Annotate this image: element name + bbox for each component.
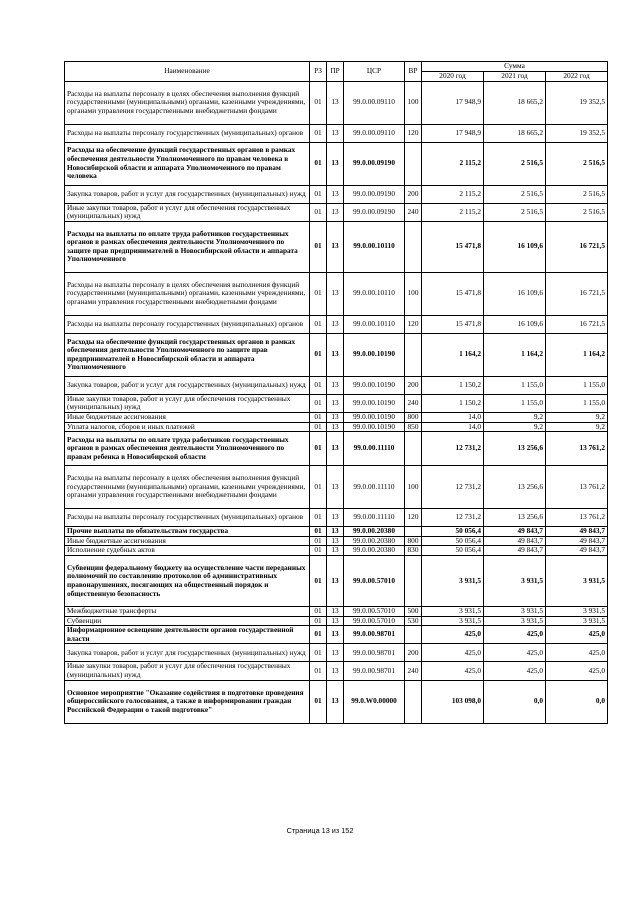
row-value-2020: 3 931,5 — [422, 616, 484, 626]
row-vr: 800 — [405, 536, 422, 546]
row-vr — [405, 333, 422, 376]
row-csr: 99.0.00.10110 — [344, 315, 405, 333]
row-value-2021: 2 516,5 — [484, 203, 546, 221]
row-vr: 100 — [405, 272, 422, 315]
table-row — [65, 221, 608, 272]
row-pr: 13 — [327, 662, 344, 680]
row-vr — [405, 555, 422, 606]
row-rz: 01 — [310, 680, 327, 723]
row-pr: 13 — [327, 509, 344, 527]
table-row — [65, 81, 608, 124]
header-sum: Сумма — [422, 62, 608, 72]
row-value-2020: 17 948,9 — [422, 81, 484, 124]
row-vr: 830 — [405, 546, 422, 556]
row-rz: 01 — [310, 616, 327, 626]
header-year-2020: 2020 год — [422, 71, 484, 81]
row-vr: 500 — [405, 606, 422, 616]
row-value-2022: 3 931,5 — [546, 616, 608, 626]
row-value-2020: 3 931,5 — [422, 606, 484, 616]
row-csr: 99.0.00.09190 — [344, 142, 405, 185]
table-row — [65, 315, 608, 333]
row-vr: 240 — [405, 203, 422, 221]
table-row — [65, 432, 608, 466]
row-value-2020: 14,0 — [422, 412, 484, 422]
row-name: Расходы на выплаты персоналу в целях обеспечения выполнения функций государственными (муниципальными) органами, казенными учреждениями, органами управления государственными внебюджетными фондами — [65, 272, 310, 315]
row-name: Расходы на выплаты по оплате труда работников государственных органов в рамках обеспечения деятельности Уполномоченного по правам ребенка в Новосибирской области — [65, 432, 310, 466]
row-rz: 01 — [310, 626, 327, 644]
table-header — [65, 62, 608, 82]
row-value-2021: 16 109,6 — [484, 272, 546, 315]
row-value-2021: 9,2 — [484, 412, 546, 422]
row-rz: 01 — [310, 546, 327, 556]
row-vr — [405, 527, 422, 537]
row-csr: 99.0.00.11110 — [344, 432, 405, 466]
table-row — [65, 466, 608, 509]
row-name: Субвенции федеральному бюджету на осуществление части переданных полномочий по составлению протоколов об административных правонарушениях, посягающих на общественный порядок и общественную безопасность — [65, 555, 310, 606]
row-csr: 99.0.00.09110 — [344, 81, 405, 124]
row-value-2021: 18 665,2 — [484, 81, 546, 124]
row-vr: 100 — [405, 81, 422, 124]
row-pr: 13 — [327, 546, 344, 556]
row-pr: 13 — [327, 221, 344, 272]
table-row — [65, 546, 608, 556]
row-vr: 120 — [405, 124, 422, 142]
table-row — [65, 422, 608, 432]
row-value-2022: 3 931,5 — [546, 606, 608, 616]
row-rz: 01 — [310, 376, 327, 394]
row-pr: 13 — [327, 203, 344, 221]
row-rz: 01 — [310, 606, 327, 616]
row-value-2021: 18 665,2 — [484, 124, 546, 142]
row-vr — [405, 680, 422, 723]
row-rz: 01 — [310, 466, 327, 509]
row-value-2022: 1 164,2 — [546, 333, 608, 376]
row-value-2022: 16 721,5 — [546, 272, 608, 315]
row-value-2022: 19 352,5 — [546, 81, 608, 124]
row-vr: 850 — [405, 422, 422, 432]
row-name: Иные закупки товаров, работ и услуг для обеспечения государственных (муниципальных) нужд — [65, 394, 310, 412]
row-value-2022: 425,0 — [546, 662, 608, 680]
row-value-2022: 16 721,5 — [546, 221, 608, 272]
row-pr: 13 — [327, 527, 344, 537]
row-value-2020: 15 471,8 — [422, 221, 484, 272]
row-vr: 530 — [405, 616, 422, 626]
table-row — [65, 376, 608, 394]
row-value-2021: 16 109,6 — [484, 315, 546, 333]
row-name: Иные закупки товаров, работ и услуг для обеспечения государственных (муниципальных) нужд — [65, 662, 310, 680]
row-vr: 200 — [405, 185, 422, 203]
row-csr: 99.0.00.57010 — [344, 606, 405, 616]
row-value-2021: 425,0 — [484, 626, 546, 644]
row-value-2022: 2 516,5 — [546, 185, 608, 203]
row-pr: 13 — [327, 644, 344, 662]
row-csr: 99.0.00.09190 — [344, 185, 405, 203]
row-value-2021: 3 931,5 — [484, 616, 546, 626]
row-value-2020: 1 164,2 — [422, 333, 484, 376]
row-pr: 13 — [327, 185, 344, 203]
row-value-2020: 12 731,2 — [422, 432, 484, 466]
row-name: Субвенции — [65, 616, 310, 626]
row-value-2020: 2 115,2 — [422, 185, 484, 203]
row-name: Расходы на выплаты персоналу государственных (муниципальных) органов — [65, 124, 310, 142]
row-rz: 01 — [310, 662, 327, 680]
row-value-2022: 16 721,5 — [546, 315, 608, 333]
row-rz: 01 — [310, 221, 327, 272]
row-name: Расходы на выплаты по оплате труда работников государственных органов в рамках обеспечения деятельности Уполномоченного по защите прав предпринимателей в Новосибирской области и аппарата Уполномоченного — [65, 221, 310, 272]
row-pr: 13 — [327, 124, 344, 142]
row-value-2021: 49 843,7 — [484, 536, 546, 546]
row-vr: 120 — [405, 509, 422, 527]
row-pr: 13 — [327, 394, 344, 412]
row-value-2021: 16 109,6 — [484, 221, 546, 272]
row-name: Уплата налогов, сборов и иных платежей — [65, 422, 310, 432]
row-rz: 01 — [310, 124, 327, 142]
row-rz: 01 — [310, 412, 327, 422]
row-value-2021: 1 155,0 — [484, 394, 546, 412]
table-row — [65, 527, 608, 537]
row-pr: 13 — [327, 81, 344, 124]
row-value-2021: 425,0 — [484, 644, 546, 662]
row-value-2020: 1 150,2 — [422, 376, 484, 394]
table-row — [65, 124, 608, 142]
row-csr: 99.0.W0.00000 — [344, 680, 405, 723]
row-value-2021: 13 256,6 — [484, 466, 546, 509]
row-value-2021: 2 516,5 — [484, 142, 546, 185]
row-name: Расходы на выплаты персоналу в целях обеспечения выполнения функций государственными (муниципальными) органами, казенными учреждениями, органами управления государственными внебюджетными фондами — [65, 466, 310, 509]
header-year-2021: 2021 год — [484, 71, 546, 81]
row-name: Иные бюджетные ассигнования — [65, 536, 310, 546]
row-rz: 01 — [310, 272, 327, 315]
row-value-2020: 12 731,2 — [422, 509, 484, 527]
row-value-2020: 3 931,5 — [422, 555, 484, 606]
row-name: Информационное освещение деятельности органов государственной власти — [65, 626, 310, 644]
row-vr — [405, 626, 422, 644]
row-rz: 01 — [310, 185, 327, 203]
header-year-2022: 2022 год — [546, 71, 608, 81]
row-value-2022: 425,0 — [546, 626, 608, 644]
row-rz: 01 — [310, 422, 327, 432]
table-row — [65, 142, 608, 185]
row-name: Иные бюджетные ассигнования — [65, 412, 310, 422]
row-csr: 99.0.00.20380 — [344, 546, 405, 556]
row-csr: 99.0.00.10190 — [344, 394, 405, 412]
row-rz: 01 — [310, 333, 327, 376]
table-row — [65, 509, 608, 527]
table-row — [65, 185, 608, 203]
row-pr: 13 — [327, 536, 344, 546]
row-csr: 99.0.00.98701 — [344, 662, 405, 680]
page-number: Страница 13 из 152 — [286, 826, 354, 835]
table-row — [65, 272, 608, 315]
row-value-2020: 2 115,2 — [422, 203, 484, 221]
row-value-2022: 13 761,2 — [546, 466, 608, 509]
table-row — [65, 626, 608, 644]
table-row — [65, 555, 608, 606]
row-csr: 99.0.00.20380 — [344, 536, 405, 546]
row-rz: 01 — [310, 315, 327, 333]
row-pr: 13 — [327, 412, 344, 422]
row-vr: 200 — [405, 644, 422, 662]
row-pr: 13 — [327, 272, 344, 315]
row-value-2020: 425,0 — [422, 662, 484, 680]
row-pr: 13 — [327, 376, 344, 394]
row-rz: 01 — [310, 555, 327, 606]
row-name: Закупка товаров, работ и услуг для государственных (муниципальных) нужд — [65, 644, 310, 662]
row-csr: 99.0.00.10190 — [344, 422, 405, 432]
row-pr: 13 — [327, 142, 344, 185]
row-name: Основное мероприятие "Оказание содействия в подготовке проведения общероссийского голосования, а также в информировании граждан Российской Федерации о такой подготовке" — [65, 680, 310, 723]
row-name: Межбюджетные трансферты — [65, 606, 310, 616]
row-rz: 01 — [310, 432, 327, 466]
row-value-2021: 49 843,7 — [484, 546, 546, 556]
row-value-2021: 425,0 — [484, 662, 546, 680]
row-csr: 99.0.00.10190 — [344, 376, 405, 394]
row-value-2020: 103 098,0 — [422, 680, 484, 723]
table-row — [65, 412, 608, 422]
row-vr: 240 — [405, 662, 422, 680]
row-value-2021: 3 931,5 — [484, 606, 546, 616]
row-pr: 13 — [327, 422, 344, 432]
row-name: Иные закупки товаров, работ и услуг для обеспечения государственных (муниципальных) нужд — [65, 203, 310, 221]
row-value-2022: 49 843,7 — [546, 536, 608, 546]
row-value-2021: 3 931,5 — [484, 555, 546, 606]
row-rz: 01 — [310, 536, 327, 546]
row-value-2022: 425,0 — [546, 644, 608, 662]
row-vr: 200 — [405, 376, 422, 394]
row-csr: 99.0.00.10110 — [344, 221, 405, 272]
row-vr — [405, 142, 422, 185]
row-value-2021: 49 843,7 — [484, 527, 546, 537]
row-pr: 13 — [327, 680, 344, 723]
row-csr: 99.0.00.11110 — [344, 509, 405, 527]
row-rz: 01 — [310, 203, 327, 221]
row-pr: 13 — [327, 606, 344, 616]
table-row — [65, 662, 608, 680]
row-value-2022: 1 155,0 — [546, 394, 608, 412]
row-rz: 01 — [310, 81, 327, 124]
row-name: Закупка товаров, работ и услуг для государственных (муниципальных) нужд — [65, 185, 310, 203]
row-value-2022: 9,2 — [546, 422, 608, 432]
row-value-2022: 19 352,5 — [546, 124, 608, 142]
row-csr: 99.0.00.11110 — [344, 466, 405, 509]
row-name: Исполнение судебных актов — [65, 546, 310, 556]
row-value-2022: 2 516,5 — [546, 203, 608, 221]
row-name: Расходы на выплаты персоналу государственных (муниципальных) органов — [65, 509, 310, 527]
row-value-2020: 12 731,2 — [422, 466, 484, 509]
row-pr: 13 — [327, 555, 344, 606]
row-rz: 01 — [310, 644, 327, 662]
row-value-2020: 50 056,4 — [422, 527, 484, 537]
row-rz: 01 — [310, 142, 327, 185]
row-value-2021: 1 155,0 — [484, 376, 546, 394]
row-csr: 99.0.00.10190 — [344, 412, 405, 422]
table-row — [65, 680, 608, 723]
row-pr: 13 — [327, 616, 344, 626]
row-vr: 100 — [405, 466, 422, 509]
row-value-2020: 50 056,4 — [422, 546, 484, 556]
table-row — [65, 536, 608, 546]
row-value-2020: 425,0 — [422, 626, 484, 644]
row-value-2022: 13 761,2 — [546, 432, 608, 466]
row-csr: 99.0.00.57010 — [344, 555, 405, 606]
row-value-2021: 9,2 — [484, 422, 546, 432]
row-pr: 13 — [327, 315, 344, 333]
row-rz: 01 — [310, 394, 327, 412]
row-value-2020: 425,0 — [422, 644, 484, 662]
header-pr: ПР — [327, 62, 344, 82]
row-pr: 13 — [327, 466, 344, 509]
row-value-2021: 13 256,6 — [484, 432, 546, 466]
row-value-2021: 0,0 — [484, 680, 546, 723]
table-row — [65, 644, 608, 662]
row-vr: 120 — [405, 315, 422, 333]
row-value-2020: 50 056,4 — [422, 536, 484, 546]
row-csr: 99.0.00.09190 — [344, 203, 405, 221]
table-row — [65, 333, 608, 376]
row-csr: 99.0.00.09110 — [344, 124, 405, 142]
row-name: Закупка товаров, работ и услуг для государственных (муниципальных) нужд — [65, 376, 310, 394]
row-value-2022: 2 516,5 — [546, 142, 608, 185]
table-row — [65, 606, 608, 616]
row-csr: 99.0.00.98701 — [344, 644, 405, 662]
row-name: Расходы на обеспечение функций государственных органов в рамках обеспечения деятельности Уполномоченного по защите прав предпринимателей в Новосибирской области и аппарата Уполномоченного — [65, 333, 310, 376]
row-csr: 99.0.00.98701 — [344, 626, 405, 644]
table-row — [65, 616, 608, 626]
row-vr — [405, 432, 422, 466]
row-value-2020: 1 150,2 — [422, 394, 484, 412]
header-vr: ВР — [405, 62, 422, 82]
row-value-2021: 2 516,5 — [484, 185, 546, 203]
row-name: Расходы на выплаты персоналу государственных (муниципальных) органов — [65, 315, 310, 333]
row-name: Расходы на выплаты персоналу в целях обеспечения выполнения функций государственными (муниципальными) органами, казенными учреждениями, органами управления государственными внебюджетными фондами — [65, 81, 310, 124]
row-csr: 99.0.00.20380 — [344, 527, 405, 537]
row-vr: 240 — [405, 394, 422, 412]
table-row — [65, 203, 608, 221]
row-rz: 01 — [310, 527, 327, 537]
row-value-2020: 17 948,9 — [422, 124, 484, 142]
row-vr: 800 — [405, 412, 422, 422]
header-rz: РЗ — [310, 62, 327, 82]
row-value-2022: 1 155,0 — [546, 376, 608, 394]
row-value-2021: 13 256,6 — [484, 509, 546, 527]
row-value-2020: 14,0 — [422, 422, 484, 432]
row-pr: 13 — [327, 626, 344, 644]
header-csr: ЦСР — [344, 62, 405, 82]
table-body — [65, 81, 608, 723]
row-value-2022: 9,2 — [546, 412, 608, 422]
row-value-2022: 13 761,2 — [546, 509, 608, 527]
row-value-2022: 0,0 — [546, 680, 608, 723]
table-row — [65, 394, 608, 412]
row-value-2020: 15 471,8 — [422, 272, 484, 315]
row-value-2020: 2 115,2 — [422, 142, 484, 185]
row-name: Прочие выплаты по обязательствам государства — [65, 527, 310, 537]
budget-table — [64, 61, 608, 724]
row-rz: 01 — [310, 509, 327, 527]
row-pr: 13 — [327, 333, 344, 376]
row-value-2022: 49 843,7 — [546, 546, 608, 556]
row-csr: 99.0.00.57010 — [344, 616, 405, 626]
row-value-2022: 3 931,5 — [546, 555, 608, 606]
header-name: Наименование — [65, 62, 310, 82]
row-name: Расходы на обеспечение функций государственных органов в рамках обеспечения деятельности Уполномоченного по правам человека в Новосибирской области и аппарата Уполномоченного по правам человека — [65, 142, 310, 185]
row-value-2021: 1 164,2 — [484, 333, 546, 376]
row-value-2022: 49 843,7 — [546, 527, 608, 537]
row-value-2020: 15 471,8 — [422, 315, 484, 333]
row-pr: 13 — [327, 432, 344, 466]
row-csr: 99.0.00.10190 — [344, 333, 405, 376]
row-vr — [405, 221, 422, 272]
row-csr: 99.0.00.10110 — [344, 272, 405, 315]
